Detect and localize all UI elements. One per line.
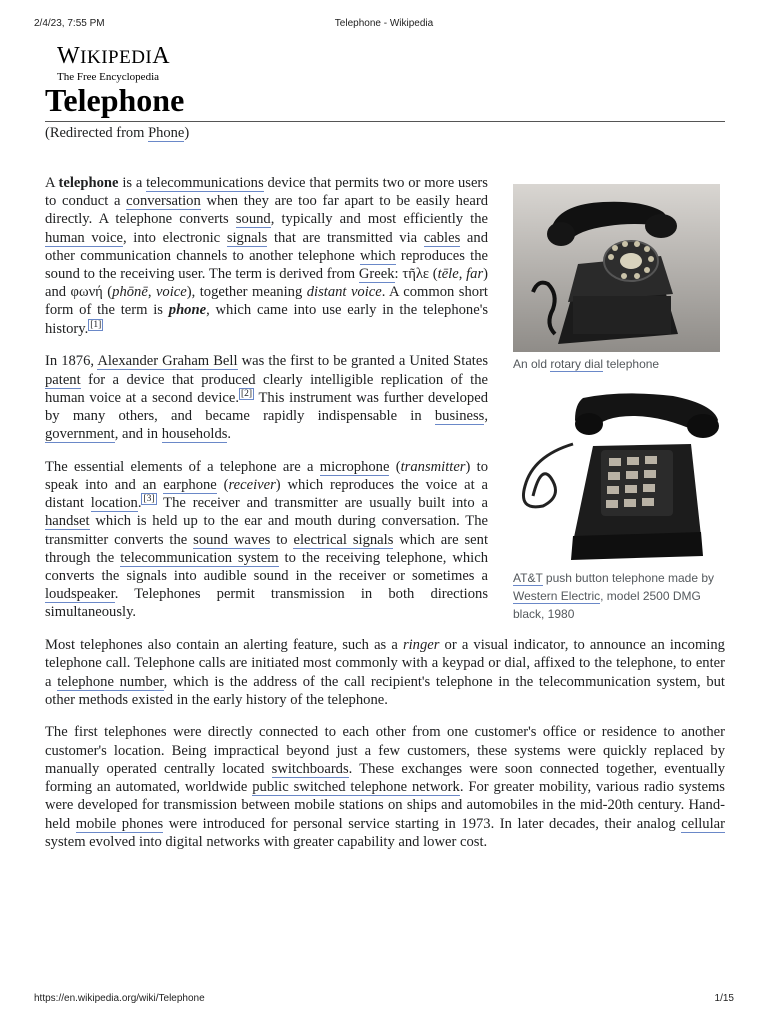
- paragraph-intro: A telephone is a telecommunications device that permits two or more users to conduct a conversation when they are too far apart to be easily heard directly. A telephone converts sound, typically and most efficiently the human voice, into electronic signals that are transmitted via cables and other communication channels to another telephone which reproduces the sound to the receiving user. The term is derived from Greek: τῆλε (tēle, far) and φωνή (phōnē, voice), together meaning distant voice. A common short form of the term is phone, which came into use early in the telephone's history. [1]: [45, 175, 489, 337]
- link-rotary-dial[interactable]: rotary dial: [550, 357, 604, 371]
- print-doc-title: Telephone - Wikipedia: [334, 18, 434, 29]
- page-title: Telephone: [45, 80, 725, 122]
- link-sound-waves[interactable]: sound waves: [193, 531, 271, 548]
- link-microphone[interactable]: microphone: [319, 458, 390, 475]
- redirect-link-phone[interactable]: Phone: [148, 125, 185, 141]
- figure-caption-rotary: An old rotary dial telephone: [513, 357, 660, 371]
- push-button-telephone-image[interactable]: [513, 386, 720, 566]
- reference-2[interactable]: [2]: [241, 388, 253, 399]
- link-sound[interactable]: sound: [235, 211, 271, 228]
- wikipedia-tagline: The Free Encyclopedia: [57, 71, 160, 83]
- link-mobile-phones[interactable]: mobile phones: [75, 815, 164, 832]
- link-human-voice[interactable]: human voice: [45, 229, 123, 246]
- rotary-telephone-image[interactable]: [513, 184, 720, 352]
- link-handset[interactable]: handset: [45, 513, 90, 530]
- link-earphone[interactable]: earphone: [163, 477, 217, 494]
- reference-1[interactable]: [1]: [90, 319, 102, 330]
- link-patent[interactable]: patent: [45, 371, 81, 388]
- paragraph-alerting: Most telephones also contain an alerting feature, such as a ringer or a visual indicator, to announce an incoming telephone call. Telephone calls are initiated most commonly with a keypad or dial, affixed to the telephone, to enter a telephone number, which is the address of the call recipient's telephone in the telecommunication system, but other methods existed in the early history of the telephone.: [45, 637, 725, 708]
- link-alexander-graham-bell[interactable]: Alexander Graham Bell: [97, 353, 238, 370]
- link-cables[interactable]: cables: [423, 229, 461, 246]
- print-datetime: 2/4/23, 7:55 PM: [34, 18, 105, 29]
- print-footer: [0, 993, 768, 1007]
- link-att[interactable]: AT&T: [513, 571, 543, 585]
- link-telecommunication-system[interactable]: telecommunication system: [120, 549, 279, 566]
- link-electrical-signals[interactable]: electrical signals: [293, 531, 394, 548]
- print-page-number: 1/15: [714, 993, 734, 1004]
- figure-rotary-phone: [513, 184, 720, 373]
- link-telecommunications[interactable]: telecommunications: [146, 175, 264, 191]
- link-western-electric[interactable]: Western Electric: [513, 589, 601, 603]
- link-telephone-number[interactable]: telephone number: [57, 673, 164, 690]
- link-households[interactable]: households: [161, 426, 228, 443]
- paragraph-history: In 1876, Alexander Graham Bell was the first to be granted a United States patent for a device that produced clearly intelligible replication of the human voice at a second device. [2] This instrument was further developed by many others, and became rapidly indispensable in business, government, and in households.: [45, 353, 489, 443]
- link-switchboards[interactable]: switchboards: [271, 760, 349, 777]
- link-conversation[interactable]: conversation: [126, 193, 201, 210]
- paragraph-elements: The essential elements of a telephone are a microphone (transmitter) to speak into and an earphone (receiver) which reproduces the voice at a distant location. [3] The receiver and transmitter are usually built into a handset which is held up to the ear and mouth during conversation. The transmitter converts the sound waves to electrical signals which are sent through the telecommunication system to the receiving telephone, which converts the signals into audible sound in the receiver or sometimes a loudspeaker. Telephones permit transmission in both directions simultaneously.: [45, 458, 489, 621]
- wikipedia-logo[interactable]: [57, 43, 177, 83]
- link-pstn[interactable]: public switched telephone network: [252, 779, 460, 796]
- print-url: https://en.wikipedia.org/wiki/Telephone: [34, 993, 205, 1004]
- figure-caption-push-button: AT&T push button telephone made by Western Electric, model 2500 DMG black, 1980: [513, 571, 715, 621]
- link-greek[interactable]: Greek: [358, 266, 395, 283]
- print-header: [0, 18, 768, 32]
- link-which[interactable]: which: [360, 247, 396, 264]
- redirect-note: (Redirected from Phone): [45, 125, 190, 141]
- figure-push-button-phone: [513, 386, 720, 623]
- link-loudspeaker[interactable]: loudspeaker: [45, 586, 115, 603]
- link-cellular[interactable]: cellular: [681, 815, 725, 832]
- paragraph-networks: The first telephones were directly connected to each other from one customer's office or residence to another customer's location. Being impractical beyond just a few customers, these systems were quickly replaced by manually operated centrally located switchboards. These exchanges were soon connected together, eventually forming an automated, worldwide public switched telephone network. For greater mobility, various radio systems were developed for transmission between mobile stations on ships and automobiles in the mid-20th century. Hand-held mobile phones were introduced for personal service starting in 1973. In later decades, their analog cellular system evolved into digital networks with greater capability and lower cost.: [45, 724, 725, 850]
- link-location[interactable]: location: [90, 495, 138, 512]
- wikipedia-wordmark: WIKIPEDIA: [57, 43, 171, 69]
- reference-3[interactable]: [3]: [143, 494, 155, 505]
- link-business[interactable]: business: [434, 407, 485, 424]
- link-government[interactable]: government: [45, 426, 115, 443]
- link-signals[interactable]: signals: [226, 229, 268, 246]
